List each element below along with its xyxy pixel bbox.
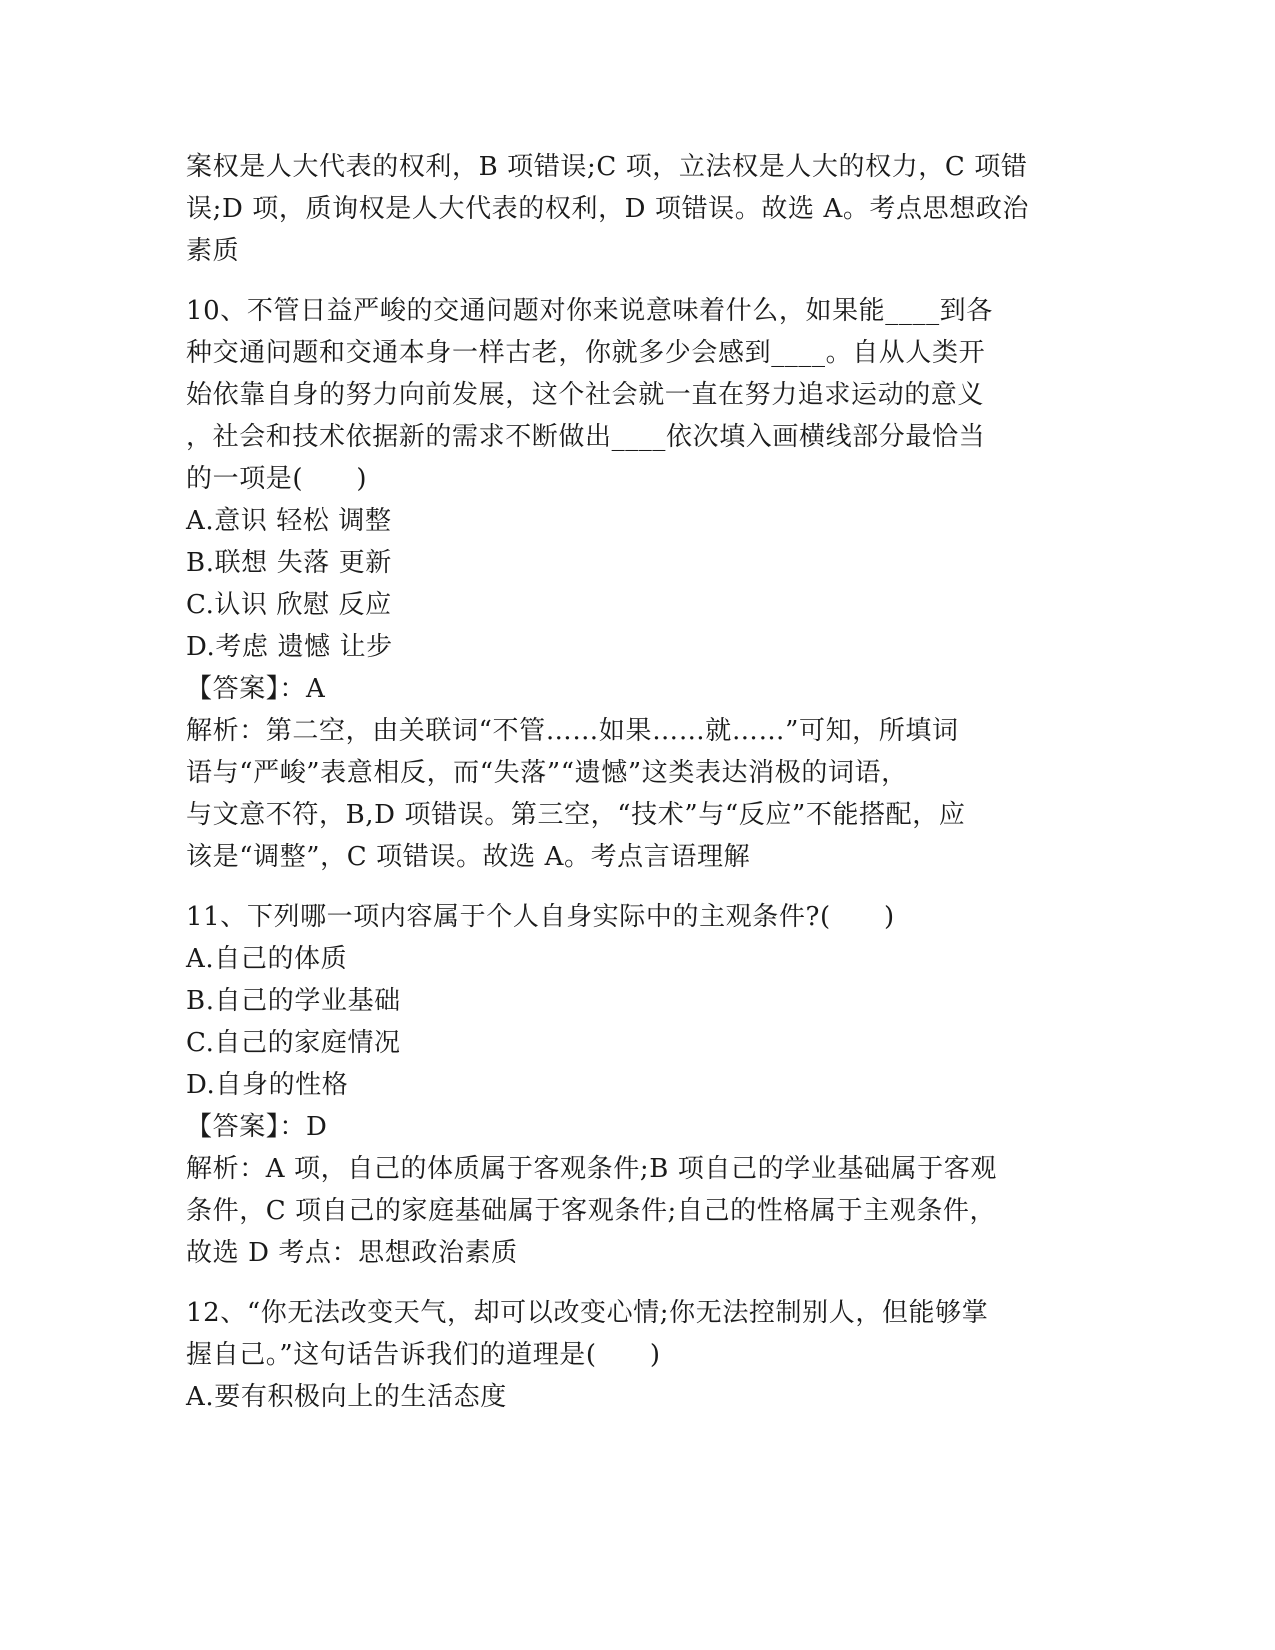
q11-explanation-line-3: 故选 D 考点：思想政治素质: [186, 1238, 518, 1268]
q11-stem: 11、下列哪一项内容属于个人自身实际中的主观条件?( ): [186, 902, 895, 932]
q10-stem-line-2: 种交通问题和交通本身一样古老，你就多少会感到____。自从人类开: [186, 338, 986, 368]
q10-stem-line-1: 10、不管日益严峻的交通问题对你来说意味着什么，如果能____到各: [186, 296, 993, 326]
q11-option-c: C.自己的家庭情况: [186, 1028, 401, 1058]
q11-answer: 【答案】：D: [186, 1112, 328, 1142]
q10-answer: 【答案】：A: [186, 674, 326, 704]
q10-stem-line-3: 始依靠自身的努力向前发展，这个社会就一直在努力追求运动的意义: [186, 380, 985, 410]
q10-explanation-line-2: 语与“严峻”表意相反，而“失落”“遗憾”这类表达消极的词语，: [186, 758, 908, 788]
q10-stem-line-4: ，社会和技术依据新的需求不断做出____依次填入画横线部分最恰当: [186, 422, 986, 452]
q9-explanation-line-2: 误;D 项，质询权是人大代表的权利，D 项错误。故选 A。考点思想政治: [186, 194, 1030, 224]
q11-explanation-line-1: 解析：A 项，自己的体质属于客观条件;B 项自己的学业基础属于客观: [186, 1154, 997, 1184]
q10-option-a: A.意识 轻松 调整: [186, 506, 392, 536]
q10-option-b: B.联想 失落 更新: [186, 548, 392, 578]
q11-option-d: D.自身的性格: [186, 1070, 349, 1100]
q12-option-a: A.要有积极向上的生活态度: [186, 1382, 507, 1412]
q10-option-d: D.考虑 遗憾 让步: [186, 632, 393, 662]
q9-explanation-line-3: 素质: [186, 236, 240, 266]
q12-stem-line-1: 12、“你无法改变天气，却可以改变心情;你无法控制别人，但能够掌: [186, 1298, 989, 1328]
q10-explanation-line-4: 该是“调整”，C 项错误。故选 A。考点言语理解: [186, 842, 751, 872]
q11-explanation-line-2: 条件，C 项自己的家庭基础属于客观条件;自己的性格属于主观条件，: [186, 1196, 997, 1226]
q10-option-c: C.认识 欣慰 反应: [186, 590, 392, 620]
q11-option-b: B.自己的学业基础: [186, 986, 401, 1016]
q12-stem-line-2: 握自己。”这句话告诉我们的道理是( ): [186, 1340, 661, 1370]
q11-option-a: A.自己的体质: [186, 944, 348, 974]
q9-explanation-line-1: 案权是人大代表的权利，B 项错误;C 项，立法权是人大的权力，C 项错: [186, 152, 1028, 182]
q10-explanation-line-1: 解析：第二空，由关联词“不管……如果……就……”可知，所填词: [186, 716, 959, 746]
q10-stem-line-5: 的一项是( ): [186, 464, 368, 494]
q10-explanation-line-3: 与文意不符，B,D 项错误。第三空，“技术”与“反应”不能搭配，应: [186, 800, 966, 830]
